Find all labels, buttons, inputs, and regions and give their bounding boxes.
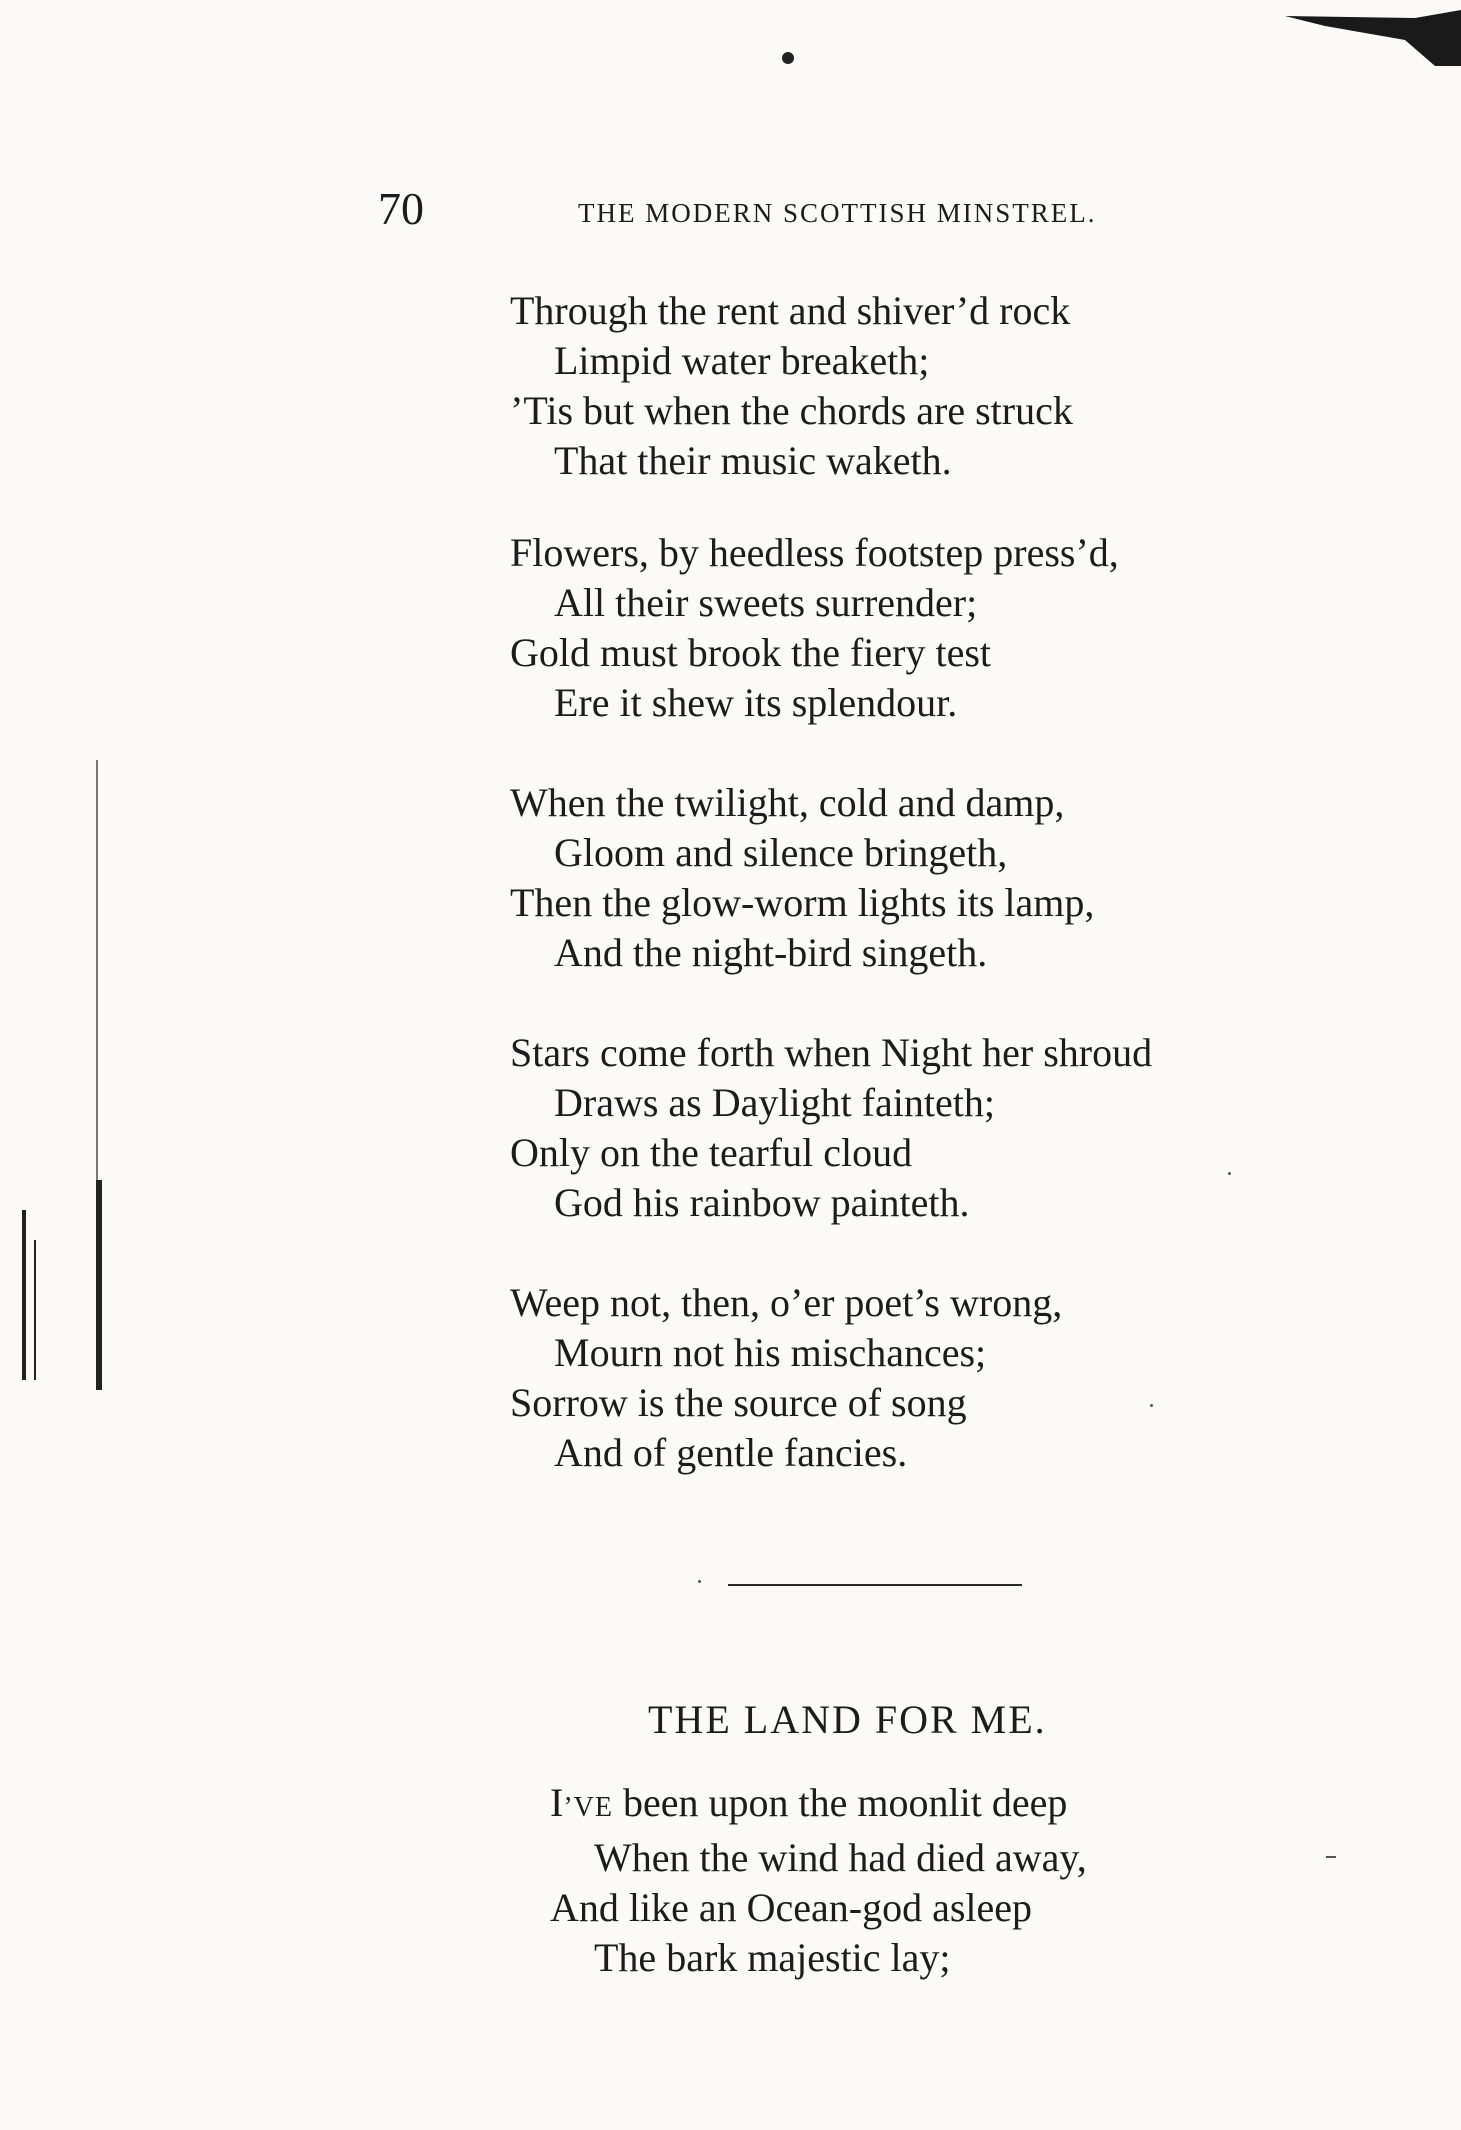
speck (1228, 1172, 1231, 1175)
poem-title: THE LAND FOR ME. (648, 1697, 1047, 1742)
poem-line: All their sweets surrender; (554, 580, 978, 625)
gutter-shadow (96, 1180, 102, 1390)
poem-line: Draws as Daylight fainteth; (554, 1080, 995, 1125)
poem-line: That their music waketh. (554, 438, 952, 483)
poem-line: Sorrow is the source of song (510, 1380, 967, 1425)
stanza (510, 286, 1073, 486)
stanza (510, 528, 1119, 728)
poem-line: The bark majestic lay; (594, 1935, 951, 1980)
gutter-shadow (34, 1240, 36, 1380)
initial-letter: I (550, 1780, 564, 1825)
poem-two (550, 1778, 1087, 1983)
running-title: THE MODERN SCOTTISH MINSTREL. (578, 198, 1097, 228)
poem-line: Gold must brook the fiery test (510, 630, 992, 675)
poem-line-rest: been upon the moonlit deep (612, 1780, 1068, 1825)
small-caps-text: ’VE (563, 1792, 613, 1823)
page-number: 70 (378, 183, 424, 234)
poem-line: Weep not, then, o’er poet’s wrong, (510, 1280, 1063, 1325)
stanza (510, 778, 1094, 978)
poem-line: ’Tis but when the chords are struck (510, 388, 1073, 433)
poem-line: When the twilight, cold and damp, (510, 780, 1065, 825)
scan-smudge (1285, 10, 1461, 66)
gutter-shadow (96, 760, 98, 1180)
gutter-shadow (22, 1210, 26, 1380)
poem-line: Limpid water breaketh; (554, 338, 930, 383)
poem-line: When the wind had died away, (594, 1835, 1087, 1880)
poem-line: And like an Ocean-god asleep (550, 1885, 1033, 1930)
section-divider (728, 1584, 1022, 1586)
poem-line: Flowers, by heedless footstep press’d, (510, 530, 1119, 575)
poem-line: Ere it shew its splendour. (554, 680, 958, 725)
poem-line: Gloom and silence bringeth, (554, 830, 1008, 875)
poem-line: God his rainbow painteth. (554, 1180, 970, 1225)
speck (1326, 1856, 1336, 1858)
poem-line: And of gentle fancies. (554, 1430, 908, 1475)
poem-line: Mourn not his mischances; (554, 1330, 987, 1375)
poem-line: Only on the tearful cloud (510, 1130, 913, 1175)
speck (1150, 1404, 1153, 1407)
poem-line: And the night-bird singeth. (554, 930, 988, 975)
stanza (510, 1028, 1152, 1228)
poem-line: Through the rent and shiver’d rock (510, 288, 1071, 333)
poem-line (550, 1778, 1087, 1833)
poem-line: Stars come forth when Night her shroud (510, 1030, 1153, 1075)
stanza (510, 1278, 1062, 1478)
ink-spot (782, 52, 794, 64)
poem-line: Then the glow-worm lights its lamp, (510, 880, 1095, 925)
speck (698, 1580, 701, 1583)
